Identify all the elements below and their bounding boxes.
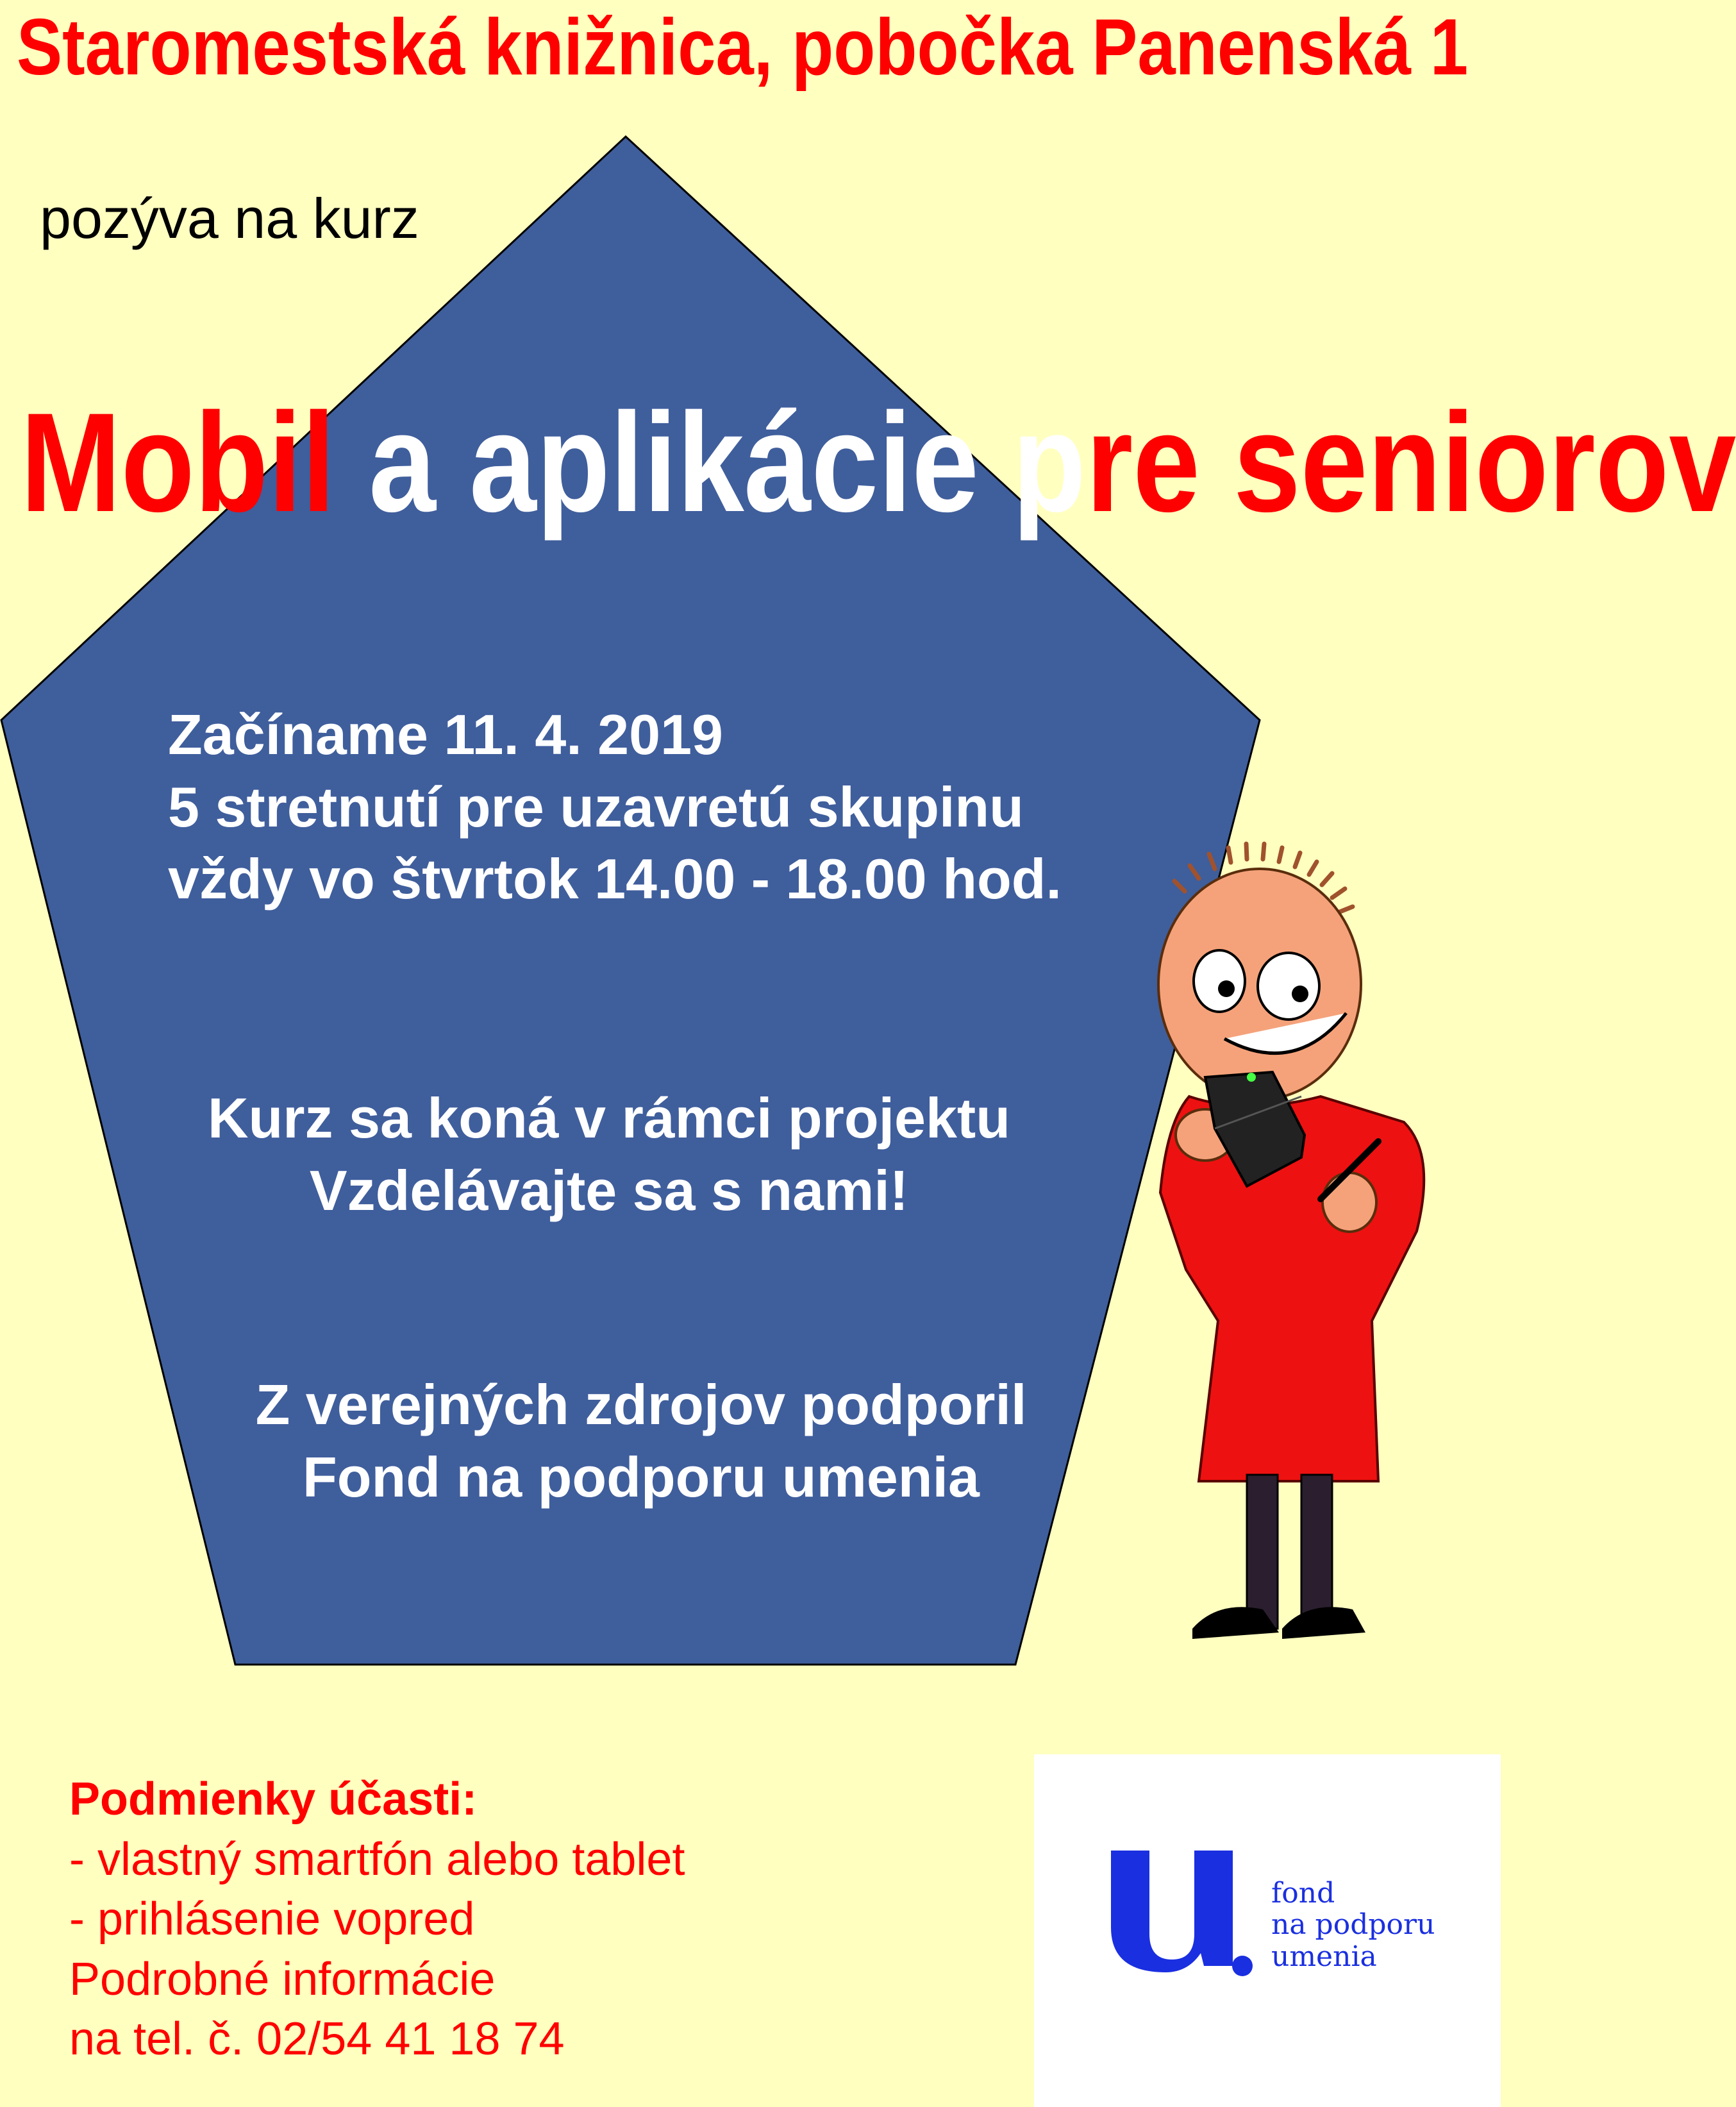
phone-line: na tel. č. 02/54 41 18 74 (69, 2013, 565, 2065)
logo-text-line: umenia (1271, 1940, 1377, 1973)
logo-text (1271, 1877, 1435, 1972)
condition-item: - prihlásenie vopred (69, 1893, 475, 1945)
character-illustration (1135, 834, 1519, 1641)
letter-u-logo-icon (1098, 1838, 1252, 1992)
schedule-start: Začíname 11. 4. 2019 (168, 703, 723, 766)
course-title (21, 385, 1736, 540)
project-block (64, 1082, 1154, 1227)
project-line-1: Kurz sa koná v rámci projektu (208, 1086, 1010, 1150)
fund-logo (1034, 1754, 1501, 2107)
conditions-heading: Podmienky účasti: (69, 1774, 478, 1825)
logo-text-line: fond (1271, 1877, 1335, 1910)
course-title-part-1: Mobil (21, 383, 336, 541)
invite-text: pozýva na kurz (40, 187, 419, 250)
schedule-block (168, 699, 1062, 916)
schedule-meetings: 5 stretnutí pre uzavretú skupinu (168, 775, 1024, 839)
schedule-time: vždy vo štvrtok 14.00 - 18.00 hod. (168, 847, 1062, 911)
logo-text-line: na podporu (1271, 1908, 1435, 1942)
course-title-part-2: a aplikácie p (335, 383, 1087, 541)
course-title-part-3: re seniorov (1086, 383, 1736, 541)
project-line-2: Vzdelávajte sa s nami! (309, 1158, 909, 1222)
header-title: Staromestská knižnica, pobočka Panenská 1 (17, 3, 1469, 92)
support-line-2: Fond na podporu umenia (303, 1445, 980, 1509)
condition-item: - vlastný smartfón alebo tablet (69, 1833, 685, 1885)
support-line-1: Z verejných zdrojov podporil (255, 1373, 1027, 1436)
support-block (96, 1369, 1186, 1513)
conditions-block (69, 1770, 685, 2070)
info-line: Podrobné informácie (69, 1953, 496, 2005)
